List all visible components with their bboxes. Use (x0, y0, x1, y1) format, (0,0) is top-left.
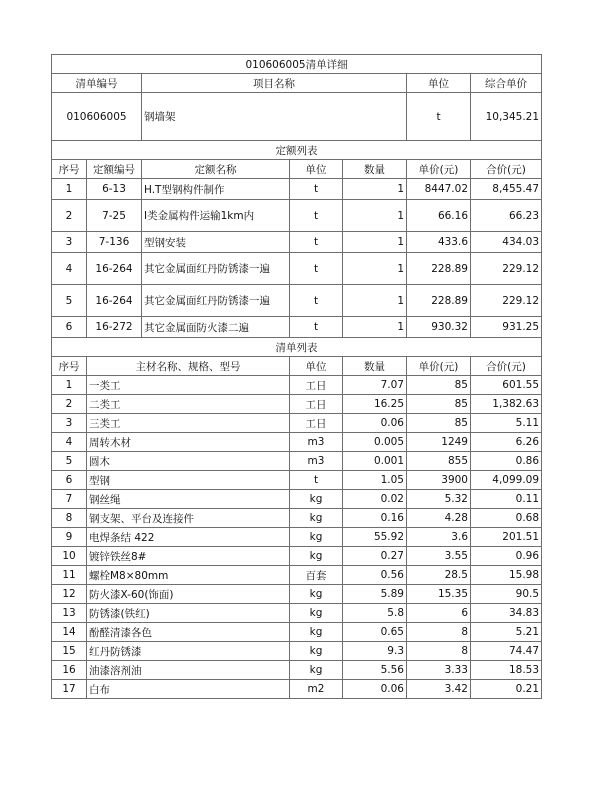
material-unit: t (290, 471, 343, 490)
quota-unit: t (290, 253, 343, 285)
material-unit-price: 85 (407, 395, 471, 414)
quota-qty: 1 (343, 232, 407, 253)
material-row (52, 528, 542, 547)
materials-header-seq: 序号 (52, 357, 87, 376)
material-qty: 7.07 (343, 376, 407, 395)
material-row (52, 661, 542, 680)
material-unit: kg (290, 604, 343, 623)
material-unit: m2 (290, 680, 343, 699)
material-qty: 0.001 (343, 452, 407, 471)
material-unit-price: 6 (407, 604, 471, 623)
materials-section-title: 清单列表 (52, 338, 542, 357)
quota-unit-price: 66.16 (407, 200, 471, 232)
material-unit-price: 85 (407, 414, 471, 433)
quota-unit: t (290, 232, 343, 253)
quota-row (52, 232, 542, 253)
quota-unit-price: 228.89 (407, 285, 471, 317)
quota-qty: 1 (343, 317, 407, 338)
material-unit-price: 3900 (407, 471, 471, 490)
material-seq: 8 (52, 509, 87, 528)
quota-code: 16-264 (87, 285, 142, 317)
material-total: 201.51 (471, 528, 542, 547)
summary-header-price: 综合单价 (471, 74, 542, 93)
material-seq: 2 (52, 395, 87, 414)
material-name: 电焊条结 422 (87, 528, 290, 547)
material-total: 601.55 (471, 376, 542, 395)
material-qty: 0.65 (343, 623, 407, 642)
material-total: 0.86 (471, 452, 542, 471)
material-unit-price: 85 (407, 376, 471, 395)
quota-unit-price: 930.32 (407, 317, 471, 338)
quota-unit-price: 8447.02 (407, 179, 471, 200)
material-total: 4,099.09 (471, 471, 542, 490)
material-name: 周转木材 (87, 433, 290, 452)
material-unit: m3 (290, 452, 343, 471)
material-qty: 55.92 (343, 528, 407, 547)
material-seq: 9 (52, 528, 87, 547)
quota-header-unit: 单位 (290, 160, 343, 179)
summary-name: 钢墙架 (142, 93, 407, 141)
material-unit: kg (290, 623, 343, 642)
material-seq: 6 (52, 471, 87, 490)
material-seq: 14 (52, 623, 87, 642)
material-qty: 0.16 (343, 509, 407, 528)
material-unit-price: 15.35 (407, 585, 471, 604)
material-qty: 0.06 (343, 414, 407, 433)
material-qty: 5.56 (343, 661, 407, 680)
quota-seq: 6 (52, 317, 87, 338)
quota-unit: t (290, 285, 343, 317)
material-row (52, 585, 542, 604)
material-unit: 工日 (290, 376, 343, 395)
quota-total: 66.23 (471, 200, 542, 232)
material-unit-price: 8 (407, 642, 471, 661)
summary-header-name: 项目名称 (142, 74, 407, 93)
material-total: 34.83 (471, 604, 542, 623)
quota-code: 6-13 (87, 179, 142, 200)
quota-row (52, 317, 542, 338)
material-row (52, 604, 542, 623)
material-row (52, 433, 542, 452)
material-qty: 0.56 (343, 566, 407, 585)
material-total: 90.5 (471, 585, 542, 604)
material-total: 74.47 (471, 642, 542, 661)
quota-rows (52, 179, 542, 338)
material-unit: 工日 (290, 414, 343, 433)
material-seq: 3 (52, 414, 87, 433)
material-name: 圆木 (87, 452, 290, 471)
summary-price: 10,345.21 (471, 93, 542, 141)
material-name: 钢丝绳 (87, 490, 290, 509)
material-seq: 10 (52, 547, 87, 566)
material-total: 18.53 (471, 661, 542, 680)
material-unit-price: 4.28 (407, 509, 471, 528)
material-unit-price: 3.55 (407, 547, 471, 566)
material-row (52, 376, 542, 395)
material-name: 一类工 (87, 376, 290, 395)
material-qty: 5.8 (343, 604, 407, 623)
material-qty: 0.06 (343, 680, 407, 699)
quota-total: 229.12 (471, 285, 542, 317)
material-total: 0.21 (471, 680, 542, 699)
materials-header-name: 主材名称、规格、型号 (87, 357, 290, 376)
quota-header-total: 合价(元) (471, 160, 542, 179)
quota-name: Ⅰ类金属构件运输1km内 (142, 200, 290, 232)
quota-header-unit-price: 单价(元) (407, 160, 471, 179)
quota-code: 7-136 (87, 232, 142, 253)
material-name: 钢支架、平台及连接件 (87, 509, 290, 528)
material-unit: kg (290, 585, 343, 604)
summary-header-code: 清单编号 (52, 74, 142, 93)
material-qty: 0.02 (343, 490, 407, 509)
material-qty: 0.27 (343, 547, 407, 566)
quota-row (52, 253, 542, 285)
material-seq: 7 (52, 490, 87, 509)
material-unit: 百套 (290, 566, 343, 585)
material-name: 防火漆X-60(饰面) (87, 585, 290, 604)
material-row (52, 680, 542, 699)
quota-unit: t (290, 200, 343, 232)
material-total: 5.21 (471, 623, 542, 642)
quota-row (52, 285, 542, 317)
material-unit-price: 3.6 (407, 528, 471, 547)
material-name: 防锈漆(铁红) (87, 604, 290, 623)
material-name: 三类工 (87, 414, 290, 433)
material-name: 型钢 (87, 471, 290, 490)
material-seq: 11 (52, 566, 87, 585)
quota-name: H.T型钢构件制作 (142, 179, 290, 200)
materials-header-unit-price: 单价(元) (407, 357, 471, 376)
quota-name: 其它金属面防火漆二遍 (142, 317, 290, 338)
material-total: 0.68 (471, 509, 542, 528)
material-row (52, 623, 542, 642)
materials-header-qty: 数量 (343, 357, 407, 376)
material-unit: kg (290, 509, 343, 528)
quota-seq: 2 (52, 200, 87, 232)
page-title: 010606005清单详细 (52, 55, 542, 74)
materials-rows (52, 376, 542, 699)
material-seq: 12 (52, 585, 87, 604)
material-seq: 16 (52, 661, 87, 680)
quota-unit: t (290, 179, 343, 200)
material-total: 6.26 (471, 433, 542, 452)
material-seq: 13 (52, 604, 87, 623)
material-unit-price: 855 (407, 452, 471, 471)
material-unit: kg (290, 490, 343, 509)
quota-row (52, 200, 542, 232)
material-row (52, 414, 542, 433)
quota-seq: 3 (52, 232, 87, 253)
material-seq: 15 (52, 642, 87, 661)
material-qty: 16.25 (343, 395, 407, 414)
material-seq: 1 (52, 376, 87, 395)
material-row (52, 452, 542, 471)
material-row (52, 395, 542, 414)
summary-header-unit: 单位 (407, 74, 471, 93)
quota-unit-price: 433.6 (407, 232, 471, 253)
material-unit: m3 (290, 433, 343, 452)
quota-name: 其它金属面红丹防锈漆一遍 (142, 253, 290, 285)
material-name: 螺栓M8×80mm (87, 566, 290, 585)
quota-header-code: 定额编号 (87, 160, 142, 179)
material-total: 0.11 (471, 490, 542, 509)
quota-total: 931.25 (471, 317, 542, 338)
material-row (52, 471, 542, 490)
material-name: 红丹防锈漆 (87, 642, 290, 661)
material-total: 1,382.63 (471, 395, 542, 414)
quota-unit-price: 228.89 (407, 253, 471, 285)
summary-code: 010606005 (52, 93, 142, 141)
quota-code: 7-25 (87, 200, 142, 232)
materials-header-total: 合价(元) (471, 357, 542, 376)
material-unit-price: 3.42 (407, 680, 471, 699)
quota-section-title: 定额列表 (52, 141, 542, 160)
quota-row (52, 179, 542, 200)
quota-seq: 1 (52, 179, 87, 200)
material-row (52, 566, 542, 585)
summary-unit: t (407, 93, 471, 141)
material-row (52, 490, 542, 509)
material-seq: 5 (52, 452, 87, 471)
material-unit-price: 5.32 (407, 490, 471, 509)
quota-qty: 1 (343, 253, 407, 285)
material-unit: 工日 (290, 395, 343, 414)
material-unit-price: 1249 (407, 433, 471, 452)
quota-code: 16-272 (87, 317, 142, 338)
material-name: 二类工 (87, 395, 290, 414)
material-seq: 17 (52, 680, 87, 699)
quota-name: 其它金属面红丹防锈漆一遍 (142, 285, 290, 317)
quota-qty: 1 (343, 285, 407, 317)
quota-code: 16-264 (87, 253, 142, 285)
material-unit: kg (290, 547, 343, 566)
material-qty: 0.005 (343, 433, 407, 452)
detail-table (51, 54, 542, 699)
material-name: 油漆溶剂油 (87, 661, 290, 680)
quota-total: 434.03 (471, 232, 542, 253)
material-unit: kg (290, 642, 343, 661)
material-unit-price: 8 (407, 623, 471, 642)
material-total: 5.11 (471, 414, 542, 433)
materials-header-unit: 单位 (290, 357, 343, 376)
material-name: 镀锌铁丝8# (87, 547, 290, 566)
material-unit-price: 28.5 (407, 566, 471, 585)
material-qty: 5.89 (343, 585, 407, 604)
material-total: 0.96 (471, 547, 542, 566)
quota-header-seq: 序号 (52, 160, 87, 179)
material-unit-price: 3.33 (407, 661, 471, 680)
quota-seq: 4 (52, 253, 87, 285)
quota-header-name: 定额名称 (142, 160, 290, 179)
material-row (52, 642, 542, 661)
quota-qty: 1 (343, 200, 407, 232)
material-seq: 4 (52, 433, 87, 452)
quota-seq: 5 (52, 285, 87, 317)
quota-header-qty: 数量 (343, 160, 407, 179)
material-unit: kg (290, 528, 343, 547)
material-total: 15.98 (471, 566, 542, 585)
material-row (52, 509, 542, 528)
material-name: 酚醛清漆各色 (87, 623, 290, 642)
material-qty: 9.3 (343, 642, 407, 661)
quota-unit: t (290, 317, 343, 338)
material-unit: kg (290, 661, 343, 680)
quota-total: 8,455.47 (471, 179, 542, 200)
material-row (52, 547, 542, 566)
material-name: 白布 (87, 680, 290, 699)
material-qty: 1.05 (343, 471, 407, 490)
quota-total: 229.12 (471, 253, 542, 285)
quota-name: 型钢安装 (142, 232, 290, 253)
quota-qty: 1 (343, 179, 407, 200)
